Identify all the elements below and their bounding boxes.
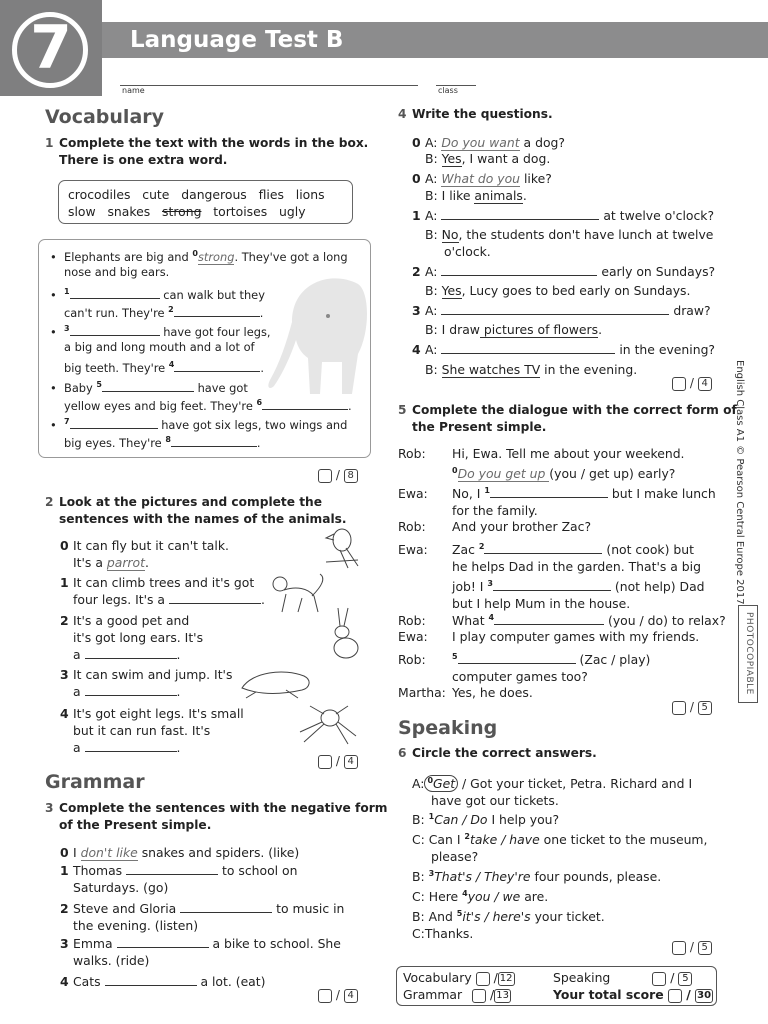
q2-item: 2 It's a good pet and it's got long ears. It's a . bbox=[60, 613, 204, 662]
score-max: 8 bbox=[344, 469, 358, 483]
text-line: • $^3$ have got four legs, bbox=[50, 324, 271, 339]
speaker: Ewa: bbox=[398, 486, 428, 502]
dialogue-line: Ewa: Zac $^2$ (not cook) but he helps Dad in the garden. That's a big job! I $^3$ (not help) Dad but I help Mum in the house. bbox=[398, 542, 705, 612]
answer-blank[interactable] bbox=[458, 651, 576, 664]
q5-instruction: 5 Complete the dialogue with the correct form of the Present simple. bbox=[398, 403, 737, 434]
answer-blank[interactable] bbox=[262, 397, 348, 410]
score-max: 12 bbox=[499, 972, 513, 984]
q6-number: 6 bbox=[398, 746, 407, 760]
speaker: Ewa: bbox=[398, 629, 428, 644]
q2-item: 3 It can swim and jump. It's a . bbox=[60, 667, 233, 699]
example-answer: strong bbox=[197, 249, 235, 264]
q4-line: B: I like animals. bbox=[425, 188, 527, 203]
example-answer: parrot bbox=[106, 555, 145, 570]
q1-instruction bbox=[45, 135, 368, 169]
grammar-total-row: Grammar / 13 bbox=[403, 987, 509, 1002]
score-input[interactable] bbox=[672, 377, 686, 391]
example-answer: What do you bbox=[441, 171, 521, 186]
speaking-line: C: Can I $^2$take / have one ticket to the museum, please? bbox=[412, 832, 708, 865]
score-input[interactable] bbox=[672, 701, 686, 715]
answer-blank[interactable] bbox=[85, 683, 177, 696]
q3-item: 4 Cats a lot. (eat) bbox=[60, 974, 266, 989]
page-title: Language Test B bbox=[130, 27, 344, 53]
text-line: big teeth. They're $^4$ . bbox=[64, 360, 264, 375]
spider-icon bbox=[290, 702, 360, 748]
q4-line: 2 A: early on Sundays? bbox=[412, 264, 716, 279]
dialogue-line: Rob: What $^4$ (you / do) to relax? bbox=[398, 613, 726, 629]
score-box-q2: / 4 bbox=[318, 754, 358, 769]
q4-instruction: 4 Write the questions. bbox=[398, 107, 553, 121]
grammar-heading: Grammar bbox=[45, 771, 145, 793]
speaking-line: B: $^1$Can / Do I help you? bbox=[412, 812, 560, 828]
answer-blank[interactable] bbox=[441, 263, 597, 276]
circled-answer: Get bbox=[433, 776, 456, 792]
speaker: Ewa: bbox=[398, 542, 428, 558]
word: tortoises bbox=[213, 204, 268, 219]
q3-item: 2 Steve and Gloria to music in the evening. (listen) bbox=[60, 901, 345, 933]
q4-line: B: Yes, Lucy goes to bed early on Sundays. bbox=[425, 283, 691, 298]
answer-blank[interactable] bbox=[70, 323, 160, 336]
name-label: name bbox=[122, 86, 145, 95]
score-input[interactable] bbox=[476, 972, 490, 986]
answer-blank[interactable] bbox=[126, 862, 218, 875]
score-max: 5 bbox=[698, 701, 712, 715]
answer-blank[interactable] bbox=[484, 541, 602, 554]
q3-number: 3 bbox=[45, 801, 54, 815]
word-box bbox=[58, 180, 353, 224]
photocopiable-stamp bbox=[738, 605, 758, 703]
text-line: • Baby $^5$ have got bbox=[50, 380, 248, 395]
answer-blank[interactable] bbox=[102, 379, 194, 392]
word: crocodiles bbox=[68, 187, 131, 202]
word-box-row2 bbox=[68, 203, 343, 220]
q4-number: 4 bbox=[398, 107, 407, 121]
text-line: • Elephants are big and $^0$strong. They've got a long bbox=[50, 249, 348, 264]
answer-blank[interactable] bbox=[85, 646, 177, 659]
score-max: 5 bbox=[678, 972, 692, 986]
dialogue-line: Rob: $^5$ (Zac / play) computer games too? bbox=[398, 652, 651, 685]
speaking-line: C:Thanks. bbox=[412, 926, 474, 941]
text-line: • $^1$ can walk but they bbox=[50, 287, 265, 302]
vocabulary-heading: Vocabulary bbox=[45, 106, 165, 128]
your-total-row: Your total score / 30 bbox=[553, 987, 712, 1002]
word-box-row1 bbox=[68, 186, 343, 203]
answer-blank[interactable] bbox=[105, 973, 197, 986]
score-input[interactable] bbox=[672, 941, 686, 955]
answer-blank[interactable] bbox=[441, 302, 669, 315]
score-max: 4 bbox=[698, 377, 712, 391]
dialogue-line: Ewa: No, I $^1$ but I make lunch for the family. bbox=[398, 486, 716, 519]
dialogue-line: Ewa: I play computer games with my friends. bbox=[398, 629, 700, 644]
q2-item: 1 It can climb trees and it's got four legs. It's a . bbox=[60, 575, 265, 607]
text-line: big eyes. They're $^8$ . bbox=[64, 435, 261, 450]
copyright-credit: English Class A1 © Pearson Central Europe 2017 bbox=[734, 360, 745, 605]
score-input[interactable] bbox=[318, 989, 332, 1003]
example-answer: Do you get up bbox=[457, 466, 550, 482]
q4-line: B: No, the students don't have lunch at twelve o'clock. bbox=[425, 227, 714, 259]
speaking-line: C: Here $^4$you / we are. bbox=[412, 889, 549, 905]
score-max: 30 bbox=[697, 989, 712, 1001]
speaking-line: B: $^3$That's / They're four pounds, please. bbox=[412, 869, 662, 885]
choice-option[interactable]: Can / Do bbox=[434, 812, 488, 828]
q4-line: 3 A: draw? bbox=[412, 303, 711, 318]
class-label: class bbox=[438, 86, 458, 95]
score-input[interactable] bbox=[668, 989, 682, 1003]
q4-line: 0 A: Do you want a dog? bbox=[412, 135, 565, 150]
text-line: a big and long mouth and a lot of bbox=[64, 340, 255, 354]
example-answer: don't like bbox=[80, 845, 138, 860]
speaking-line: A: $^0$Get / Got your ticket, Petra. Richard and I have got our tickets. bbox=[412, 776, 693, 809]
answer-blank[interactable] bbox=[85, 739, 177, 752]
answer-blank[interactable] bbox=[70, 416, 158, 429]
q1-line1: Complete the text with the words in the box. bbox=[59, 136, 369, 150]
q2-item: 0 It can fly but it can't talk. It's a parrot. bbox=[60, 538, 229, 570]
score-max: 4 bbox=[344, 989, 358, 1003]
answer-blank[interactable] bbox=[494, 612, 604, 625]
dialogue-line: Rob: Hi, Ewa. Tell me about your weekend. $^0$Do you get up (you / get up) early? bbox=[398, 446, 685, 482]
word: ugly bbox=[279, 204, 306, 219]
q5-number: 5 bbox=[398, 403, 407, 417]
word: lions bbox=[295, 187, 325, 202]
rabbit-icon bbox=[324, 604, 364, 662]
photocopiable-label: PHOTOCOPIABLE bbox=[744, 612, 754, 695]
text-line: nose and big ears. bbox=[64, 265, 170, 279]
answer-blank[interactable] bbox=[493, 578, 611, 591]
monkey-icon bbox=[262, 572, 332, 616]
score-max: 4 bbox=[344, 755, 358, 769]
score-max: 5 bbox=[698, 941, 712, 955]
q1-number: 1 bbox=[45, 136, 54, 150]
q4-line: B: Yes, I want a dog. bbox=[425, 151, 551, 166]
choice-option[interactable]: That's / They're bbox=[434, 869, 531, 885]
text-line: yellow eyes and big feet. They're $^6$ . bbox=[64, 398, 352, 413]
q3-item: 3 Emma a bike to school. She walks. (ride) bbox=[60, 936, 341, 968]
q4-line: 4 A: in the evening? bbox=[412, 342, 716, 357]
word: flies bbox=[258, 187, 284, 202]
word: dangerous bbox=[181, 187, 247, 202]
score-input[interactable] bbox=[652, 972, 666, 986]
q4-line: B: She watches TV in the evening. bbox=[425, 362, 638, 377]
q2-number: 2 bbox=[45, 495, 54, 509]
name-line[interactable] bbox=[120, 85, 418, 86]
total-score-box bbox=[396, 966, 717, 1006]
speaker: Rob: bbox=[398, 652, 426, 668]
parrot-icon bbox=[318, 522, 364, 572]
speaker: Rob: bbox=[398, 613, 426, 629]
score-box-q1: / 8 bbox=[318, 468, 358, 483]
speaking-heading: Speaking bbox=[398, 717, 498, 739]
text-line: can't run. They're $^2$ . bbox=[64, 305, 264, 320]
vocab-total-row: Vocabulary / 12 bbox=[403, 970, 513, 985]
choice-option[interactable]: it's / here's bbox=[462, 909, 531, 925]
word-crossed-out: strong bbox=[162, 204, 202, 219]
answer-blank[interactable] bbox=[490, 485, 608, 498]
score-input[interactable] bbox=[318, 469, 332, 483]
score-max: 13 bbox=[496, 989, 509, 1001]
word: snakes bbox=[107, 204, 151, 219]
choice-option[interactable]: take / have bbox=[470, 832, 540, 848]
answer-blank[interactable] bbox=[70, 286, 160, 299]
answer-blank[interactable] bbox=[441, 341, 615, 354]
score-box-q5: / 5 bbox=[672, 700, 712, 715]
answer-blank[interactable] bbox=[117, 935, 209, 948]
speaker: Rob: bbox=[398, 519, 426, 534]
answer-blank[interactable] bbox=[169, 591, 261, 604]
example-answer: Do you want bbox=[441, 135, 520, 150]
q3-item: 0 I don't like snakes and spiders. (like) bbox=[60, 845, 300, 860]
speaker: Rob: bbox=[398, 446, 426, 461]
frog-icon bbox=[232, 658, 316, 700]
text-line: • $^7$ have got six legs, two wings and bbox=[50, 417, 348, 432]
q4-line: B: I draw pictures of flowers. bbox=[425, 322, 603, 337]
score-box-q3: / 4 bbox=[318, 988, 358, 1003]
q1-line2: There is one extra word. bbox=[59, 153, 228, 167]
q2-item: 4 It's got eight legs. It's small but it can run fast. It's a . bbox=[60, 706, 244, 755]
dialogue-line: Rob: And your brother Zac? bbox=[398, 519, 592, 534]
answer-blank[interactable] bbox=[174, 359, 260, 372]
unit-number: 7 bbox=[30, 13, 72, 83]
answer-blank[interactable] bbox=[171, 434, 257, 447]
speaker: Martha: bbox=[398, 685, 446, 700]
answer-blank[interactable] bbox=[180, 900, 272, 913]
score-box-q6: / 5 bbox=[672, 940, 712, 955]
score-box-q4: / 4 bbox=[672, 376, 712, 391]
speaking-total-row: Speaking / 5 bbox=[553, 970, 692, 986]
q6-instruction: 6 Circle the correct answers. bbox=[398, 746, 597, 760]
score-input[interactable] bbox=[472, 989, 486, 1003]
q3-instruction: 3 Complete the sentences with the negative form of the Present simple. bbox=[45, 801, 388, 832]
q4-line: 1 A: at twelve o'clock? bbox=[412, 208, 715, 223]
choice-option[interactable]: you / we bbox=[467, 889, 521, 905]
answer-blank[interactable] bbox=[441, 207, 599, 220]
q2-instruction: 2 Look at the pictures and complete the sentences with the names of the animals. bbox=[45, 495, 347, 526]
dialogue-line: Martha: Yes, he does. bbox=[398, 685, 533, 700]
word: slow bbox=[68, 204, 96, 219]
word: cute bbox=[142, 187, 170, 202]
speaking-line: B: And $^5$it's / here's your ticket. bbox=[412, 909, 605, 925]
answer-blank[interactable] bbox=[174, 304, 260, 317]
q4-line: 0 A: What do you like? bbox=[412, 171, 552, 186]
score-input[interactable] bbox=[318, 755, 332, 769]
q3-item: 1 Thomas to school on Saturdays. (go) bbox=[60, 863, 298, 895]
